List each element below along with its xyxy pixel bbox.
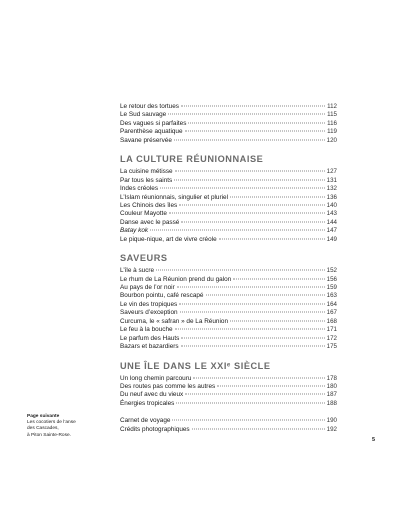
toc-entry-page: 143 bbox=[326, 210, 337, 218]
caption-heading: Page suivante bbox=[27, 414, 60, 419]
caption-line: des Cascades, bbox=[27, 426, 59, 432]
dot-leader bbox=[179, 303, 324, 304]
toc-entry bbox=[120, 202, 337, 210]
toc-entry bbox=[120, 168, 337, 176]
toc-entry-title: Le vin des tropiques bbox=[120, 300, 178, 308]
dot-leader bbox=[177, 287, 325, 288]
toc-entry-title: Bourbon pointu, café rescapé bbox=[120, 292, 204, 300]
caption-line: à Piton Sainte-Rose. bbox=[27, 432, 71, 438]
toc-entry-page: 115 bbox=[327, 111, 337, 119]
toc-entry bbox=[120, 318, 337, 326]
toc-entry bbox=[120, 137, 337, 145]
toc-entry-page: 168 bbox=[326, 317, 337, 325]
toc-entry-title: Le feu à la bouche bbox=[120, 326, 173, 334]
toc-entry bbox=[120, 177, 337, 185]
dot-leader bbox=[156, 270, 325, 271]
toc-entry bbox=[120, 194, 337, 202]
toc-entry bbox=[120, 111, 337, 119]
toc-entry bbox=[120, 292, 337, 300]
dot-leader bbox=[181, 346, 325, 347]
toc-entry-title: La cuisine métisse bbox=[120, 168, 173, 176]
toc-entry-page: 119 bbox=[327, 128, 337, 136]
toc-entry bbox=[120, 400, 337, 408]
toc-entry-page: 190 bbox=[326, 417, 337, 425]
dot-leader bbox=[175, 329, 325, 330]
dot-leader bbox=[174, 179, 324, 180]
dot-leader bbox=[181, 337, 324, 338]
toc-entry-page: 131 bbox=[326, 176, 337, 184]
toc-entry-title: Des vagues si parfaites bbox=[120, 119, 187, 127]
toc-entry bbox=[120, 309, 337, 317]
toc-entry-title: L’île à sucre bbox=[120, 267, 155, 275]
toc-entry-title: Bazars et bazardiers bbox=[120, 343, 179, 351]
dot-leader bbox=[175, 171, 325, 172]
toc-entry-page: 156 bbox=[326, 275, 337, 283]
toc-entry-title: Les Chinois des îles bbox=[120, 201, 178, 209]
toc-entry-page: 175 bbox=[326, 343, 337, 351]
toc-entry-title: Par tous les saints bbox=[120, 176, 173, 184]
toc-entry-title: Un long chemin parcouru bbox=[120, 374, 192, 382]
toc-entry-page: 116 bbox=[327, 119, 337, 127]
toc-entry-page: 112 bbox=[327, 103, 337, 110]
dot-leader bbox=[193, 377, 324, 378]
toc-entry-title: Le retour des tortues bbox=[120, 103, 179, 110]
toc-entry bbox=[120, 227, 337, 235]
toc-entry-title: Le rhum de La Réunion prend du galon bbox=[120, 275, 232, 283]
toc-entry bbox=[120, 276, 337, 284]
dot-leader bbox=[176, 402, 324, 403]
dot-leader bbox=[206, 295, 325, 296]
toc-entry-page: 127 bbox=[326, 168, 337, 176]
toc-end-entries bbox=[120, 417, 337, 434]
dot-leader bbox=[219, 238, 325, 239]
table-of-contents bbox=[120, 103, 337, 434]
dot-leader bbox=[168, 114, 325, 115]
toc-entry bbox=[120, 219, 337, 227]
toc-entry bbox=[120, 103, 337, 111]
toc-intro-entries bbox=[120, 103, 337, 145]
toc-entry-title: Au pays de l’or noir bbox=[120, 284, 175, 291]
dot-leader bbox=[233, 278, 324, 279]
dot-leader bbox=[185, 131, 326, 132]
toc-entry-page: 188 bbox=[326, 399, 337, 407]
dot-leader bbox=[217, 385, 324, 386]
toc-entry-page: 187 bbox=[326, 391, 337, 399]
toc-entry-page: 152 bbox=[326, 267, 337, 275]
dot-leader bbox=[150, 230, 325, 231]
toc-entry-title: Savane préservée bbox=[120, 136, 172, 144]
toc-entry-title: Crédits photographiques bbox=[120, 425, 190, 433]
toc-entry-page: 192 bbox=[326, 425, 337, 433]
toc-entry-page: 147 bbox=[326, 227, 337, 235]
toc-entry-title: Des routes pas comme les autres bbox=[120, 382, 216, 390]
toc-entry-page: 178 bbox=[326, 374, 337, 382]
toc-entry-page: 172 bbox=[326, 334, 337, 342]
toc-entry-title: Le pique-nique, art de vivre créole bbox=[120, 235, 217, 243]
toc-entry-page: 149 bbox=[326, 235, 337, 243]
dot-leader bbox=[192, 428, 325, 429]
toc-entry bbox=[120, 417, 337, 425]
toc-entry-title: Indes créoles bbox=[120, 185, 159, 193]
dot-leader bbox=[172, 420, 324, 421]
dot-leader bbox=[180, 312, 325, 313]
toc-entry bbox=[120, 426, 337, 434]
section-title: UNE ÎLE DANS LE XXIᵉ SIÈCLE bbox=[120, 360, 271, 371]
toc-entry-title: Batay kok bbox=[120, 227, 149, 235]
toc-sections bbox=[120, 145, 337, 408]
toc-entry-page: 132 bbox=[326, 185, 337, 193]
toc-entry bbox=[120, 267, 337, 275]
toc-entry-title: Carnet de voyage bbox=[120, 417, 171, 425]
toc-entry-page: 180 bbox=[326, 382, 337, 390]
toc-entry-title: Le Sud sauvage bbox=[120, 111, 167, 119]
toc-entry-title: L’Islam réunionnais, singulier et pluriel bbox=[120, 193, 228, 201]
dot-leader bbox=[230, 196, 325, 197]
dot-leader bbox=[169, 213, 325, 214]
toc-entry-page: 120 bbox=[326, 136, 337, 144]
dot-leader bbox=[188, 122, 325, 123]
toc-entry bbox=[120, 335, 337, 343]
toc-entry-page: 163 bbox=[326, 292, 337, 300]
toc-entry-title: Énergies tropicales bbox=[120, 399, 175, 407]
toc-entry-title: Curcuma, le « safran » de La Réunion bbox=[120, 317, 228, 325]
toc-entry-page: 164 bbox=[326, 300, 337, 308]
dot-leader bbox=[179, 204, 324, 205]
toc-entry bbox=[120, 185, 337, 193]
toc-entry-page: 136 bbox=[326, 193, 337, 201]
toc-entry-title: Parenthèse aquatique bbox=[120, 128, 183, 136]
toc-entry-title: Le parfum des Hauts bbox=[120, 334, 180, 342]
toc-entry bbox=[120, 326, 337, 334]
toc-entry bbox=[120, 375, 337, 383]
toc-entry bbox=[120, 301, 337, 309]
page-number: 5 bbox=[372, 437, 376, 443]
toc-entry-page: 144 bbox=[326, 218, 337, 226]
toc-entry bbox=[120, 210, 337, 218]
toc-entry-title: Saveurs d’exception bbox=[120, 309, 178, 317]
toc-entry-title: Danse avec le passé bbox=[120, 218, 180, 226]
dot-leader bbox=[230, 320, 325, 321]
dot-leader bbox=[185, 394, 324, 395]
toc-entry-title: Couleur Mayotte bbox=[120, 210, 167, 218]
toc-entry-page: 167 bbox=[326, 309, 337, 317]
section-title: LA CULTURE RÉUNIONNAISE bbox=[120, 154, 264, 165]
toc-entry bbox=[120, 128, 337, 136]
toc-entry bbox=[120, 383, 337, 391]
toc-entry-page: 171 bbox=[326, 326, 337, 334]
toc-entry bbox=[120, 343, 337, 351]
toc-entry bbox=[120, 236, 337, 244]
caption-line: Les cocotiers de l’anse bbox=[27, 420, 76, 426]
toc-entry-title: Du neuf avec du vieux bbox=[120, 391, 184, 399]
toc-entry-page: 140 bbox=[326, 201, 337, 209]
dot-leader bbox=[181, 106, 325, 107]
photo-caption bbox=[27, 414, 107, 439]
toc-entry bbox=[120, 284, 337, 292]
dot-leader bbox=[174, 139, 325, 140]
dot-leader bbox=[160, 188, 325, 189]
toc-entry-page: 159 bbox=[326, 284, 337, 291]
toc-entry bbox=[120, 120, 337, 128]
section-title: SAVEURS bbox=[120, 253, 168, 264]
toc-entry bbox=[120, 391, 337, 399]
dot-leader bbox=[181, 221, 324, 222]
